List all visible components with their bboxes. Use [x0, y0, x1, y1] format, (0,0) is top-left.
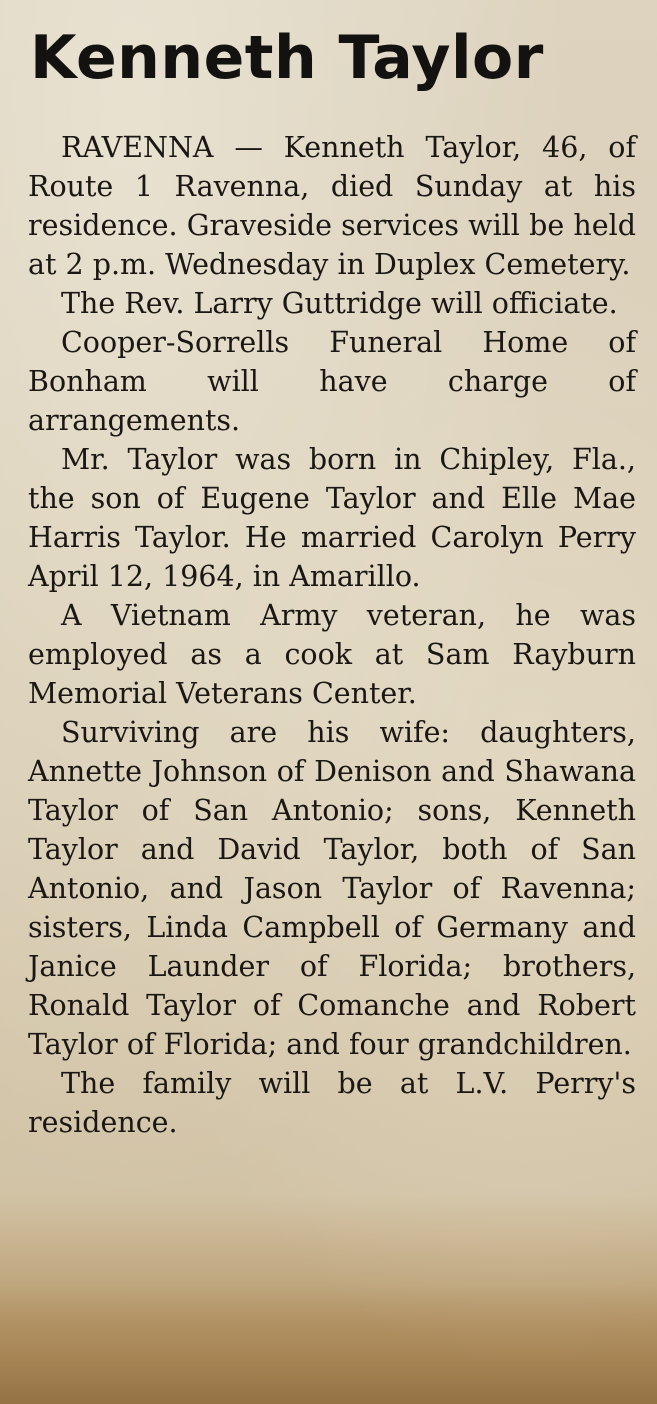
paragraph-veteran: A Vietnam Army veteran, he was employed as a cook at Sam Rayburn Memorial Veterans Center. — [28, 599, 636, 710]
obituary-headline: Kenneth Taylor — [30, 23, 544, 93]
paragraph-officiant: The Rev. Larry Guttridge will officiate. — [61, 287, 618, 320]
paragraph-survivors: Surviving are his wife: daughters, Annette Johnson of Denison and Shawana Taylor of San Antonio; sons, Kenneth Taylor and David Taylor, both of San Antonio, and Jason Taylor of Ravenna; sisters, Linda Campbell of Germany and Janice Launder of Florida; brothers, Ronald Taylor of Comanche and Robert Taylor of Florida; and four grandchildren. — [28, 716, 636, 1061]
paragraph-family: The family will be at L.V. Perry's residence. — [28, 1067, 636, 1139]
paragraph-announcement: RAVENNA — Kenneth Taylor, 46, of Route 1 Ravenna, died Sunday at his residence. Graveside services will be held at 2 p.m. Wednesday in Duplex Cemetery. — [28, 131, 636, 281]
paragraph-biography: Mr. Taylor was born in Chipley, Fla., the son of Eugene Taylor and Elle Mae Harris Taylor. He married Carolyn Perry April 12, 1964, in Amarillo. — [28, 443, 636, 593]
paragraph-funeral-home: Cooper-Sorrells Funeral Home of Bonham will have charge of arrangements. — [28, 326, 636, 437]
obituary-body — [28, 128, 636, 1142]
